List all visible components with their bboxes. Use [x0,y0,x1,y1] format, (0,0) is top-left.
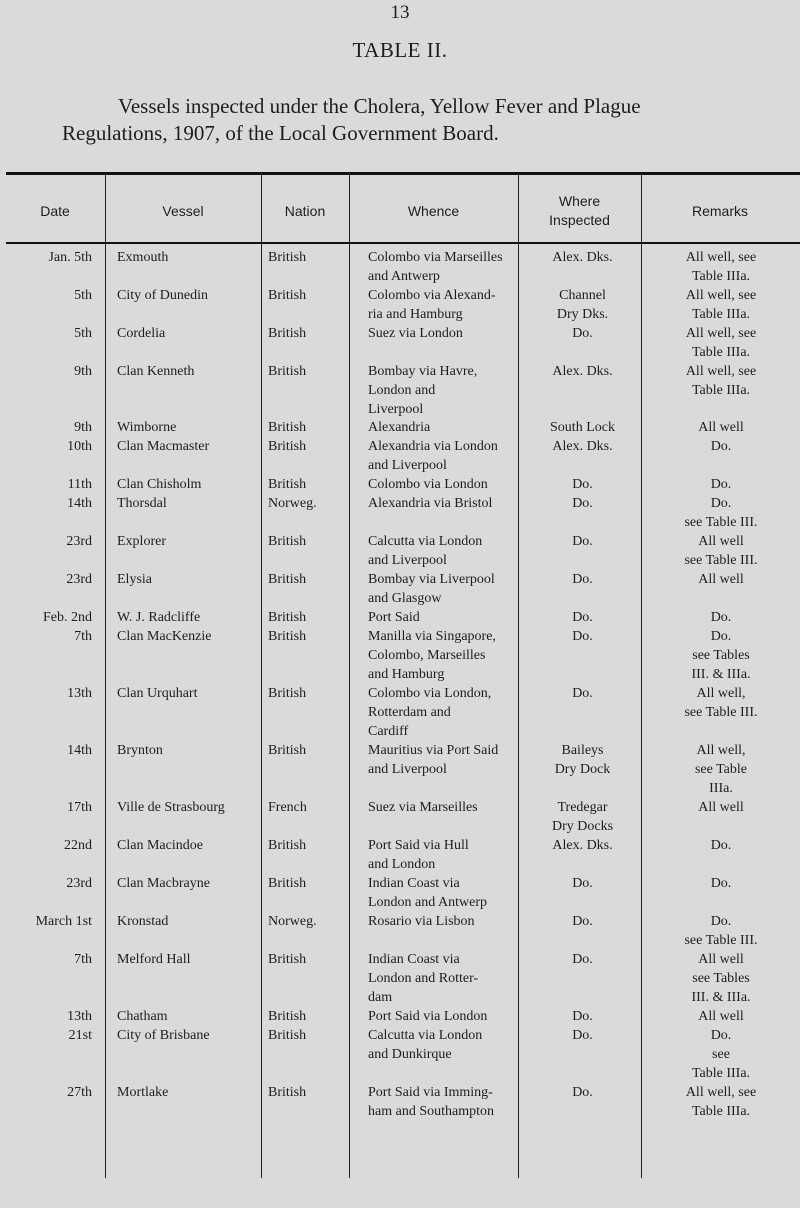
remarks-cell: Do. [710,439,732,454]
table-title: TABLE II. [352,38,448,62]
nation-cell: British [268,534,307,549]
where-inspected-cell: Do. [572,914,593,929]
where-inspected-cell: Do. [572,686,593,701]
header-nation: Nation [284,202,326,219]
remarks-cell: All well [698,420,744,435]
where-inspected-cell: Do. [572,1028,593,1043]
vessel-cell: Brynton [117,743,163,758]
whence-cell: Colombo via Marseilles and Antwerp [368,250,503,284]
date-cell: 21st [68,1028,92,1043]
nation-cell: British [268,876,307,891]
vessel-cell: Clan Kenneth [117,364,195,379]
remarks-cell: All well, see Table IIIa. [685,250,757,284]
where-inspected-cell: Do. [572,534,593,549]
date-cell: 14th [67,743,92,758]
whence-cell: Colombo via London [368,477,488,492]
date-cell: 9th [74,420,92,435]
remarks-cell: All well [698,1009,744,1024]
vessel-cell: Clan Chisholm [117,477,202,492]
where-inspected-cell: Alex. Dks. [552,838,613,853]
whence-cell: Colombo via Alexand- ria and Hamburg [368,288,496,322]
whence-cell: Indian Coast via London and Rotter- dam [368,952,479,1005]
whence-cell: Suez via Marseilles [368,800,478,815]
where-inspected-cell: Do. [572,572,593,587]
date-cell: 17th [67,800,92,815]
date-cell: 23rd [66,534,92,549]
nation-cell: British [268,629,307,644]
vessel-cell: Wimborne [117,420,177,435]
vessel-cell: W. J. Radcliffe [117,610,201,625]
vessel-cell: Cordelia [117,326,166,341]
nation-cell: British [268,420,307,435]
date-cell: 23rd [66,572,92,587]
vessel-cell: Mortlake [117,1085,169,1100]
date-cell: Jan. 5th [48,250,92,265]
remarks-cell: All well [698,572,744,587]
header-remarks: Remarks [691,202,748,219]
date-cell: 23rd [66,876,92,891]
nation-cell: British [268,288,307,303]
vessel-cell: Chatham [117,1009,168,1024]
whence-cell: Port Said [368,610,420,625]
whence-cell: Mauritius via Port Said and Liverpool [368,743,499,777]
date-cell: 22nd [64,838,92,853]
whence-cell: Manilla via Singapore, Colombo, Marseilles and Hamburg [368,629,496,682]
where-inspected-cell: Alex. Dks. [552,364,613,379]
nation-cell: British [268,952,307,967]
header-whence: Whence [407,202,460,219]
vessel-cell: Elysia [117,572,152,587]
header-where-inspected: Where Inspected [549,193,610,228]
vessel-cell: Clan Macmaster [117,439,210,454]
vessel-cell: City of Brisbane [117,1028,210,1043]
whence-cell: Alexandria [368,420,431,435]
remarks-cell: All well see Tables III. & IIIa. [691,952,751,1005]
where-inspected-cell: Do. [572,496,593,511]
nation-cell: British [268,439,307,454]
vessel-cell: Melford Hall [117,952,191,967]
date-cell: 10th [67,439,92,454]
nation-cell: British [268,1009,307,1024]
header-date: Date [40,202,70,219]
where-inspected-cell: Alex. Dks. [552,439,613,454]
date-cell: Feb. 2nd [43,610,92,625]
date-cell: 9th [74,364,92,379]
whence-cell: Indian Coast via London and Antwerp [368,876,487,910]
nation-cell: Norweg. [268,914,317,929]
remarks-cell: Do. [710,876,732,891]
remarks-cell: All well, see Table III. [684,686,758,720]
nation-cell: British [268,838,307,853]
remarks-cell: Do. [710,838,732,853]
remarks-cell: All well, see Table IIIa. [685,326,757,360]
remarks-cell: Do. see Table IIIa. [691,1028,751,1081]
whence-cell: Port Said via Imming- ham and Southampton [368,1085,494,1119]
date-cell: 27th [67,1085,92,1100]
vessel-cell: City of Dunedin [117,288,208,303]
vessel-cell: Thorsdal [117,496,167,511]
date-cell: 14th [67,496,92,511]
remarks-cell: Do. [710,610,732,625]
where-inspected-cell: Do. [572,326,593,341]
nation-cell: British [268,610,307,625]
nation-cell: Norweg. [268,496,317,511]
remarks-cell: Do. [710,477,732,492]
date-cell: 5th [74,326,92,341]
remarks-cell: Do. see Table III. [684,914,758,948]
date-cell: 5th [74,288,92,303]
vessel-cell: Ville de Strasbourg [117,800,225,815]
where-inspected-cell: Do. [572,629,593,644]
nation-cell: British [268,686,307,701]
vessel-cell: Clan MacKenzie [117,629,212,644]
where-inspected-cell: Alex. Dks. [552,250,613,265]
subtitle-line-2: Regulations, 1907, of the Local Government Board. [62,121,499,145]
whence-cell: Calcutta via London and Liverpool [368,534,483,568]
nation-cell: British [268,1085,307,1100]
remarks-cell: All well, see Table IIIa. [685,364,757,398]
nation-cell: British [268,477,307,492]
where-inspected-cell: Do. [572,610,593,625]
whence-cell: Bombay via Liverpool and Glasgow [368,572,495,606]
date-cell: 7th [74,952,92,967]
date-cell: March 1st [35,914,92,929]
whence-cell: Port Said via London [368,1009,488,1024]
date-cell: 7th [74,629,92,644]
date-cell: 11th [67,477,92,492]
where-inspected-cell: Channel Dry Dks. [556,288,609,322]
where-inspected-cell: Do. [572,477,593,492]
remarks-cell: All well see Table III. [684,534,758,568]
vessel-cell: Clan Macindoe [117,838,203,853]
vessel-cell: Clan Macbrayne [117,876,210,891]
nation-cell: French [268,800,307,815]
whence-cell: Calcutta via London and Dunkirque [368,1028,483,1062]
remarks-cell: All well, see Table IIIa. [685,288,757,322]
nation-cell: British [268,326,307,341]
vessel-cell: Explorer [117,534,166,549]
date-cell: 13th [67,686,92,701]
vessel-cell: Exmouth [117,250,169,265]
nation-cell: British [268,572,307,587]
vessel-cell: Clan Urquhart [117,686,198,701]
remarks-cell: All well [698,800,744,815]
where-inspected-cell: Baileys Dry Dock [554,743,611,777]
nation-cell: British [268,250,307,265]
remarks-cell: All well, see Table IIIa. [685,1085,757,1119]
remarks-cell: Do. see Table III. [684,496,758,530]
header-vessel: Vessel [162,202,204,219]
where-inspected-cell: Tredegar Dry Docks [551,800,614,834]
whence-cell: Suez via London [368,326,463,341]
nation-cell: British [268,1028,307,1043]
nation-cell: British [268,743,307,758]
where-inspected-cell: Do. [572,952,593,967]
whence-cell: Port Said via Hull and London [368,838,469,872]
page-number: 13 [390,2,410,23]
whence-cell: Alexandria via Bristol [368,496,493,511]
where-inspected-cell: Do. [572,1085,593,1100]
whence-cell: Colombo via London, Rotterdam and Cardiff [368,686,492,739]
date-cell: 13th [67,1009,92,1024]
whence-cell: Bombay via Havre, London and Liverpool [368,364,478,417]
subtitle-line-1: Vessels inspected under the Cholera, Yellow Fever and Plague [118,94,641,118]
vessel-cell: Kronstad [117,914,169,929]
whence-cell: Rosario via Lisbon [368,914,475,929]
where-inspected-cell: South Lock [550,420,615,435]
where-inspected-cell: Do. [572,876,593,891]
remarks-cell: All well, see Table IIIa. [694,743,747,796]
remarks-cell: Do. see Tables III. & IIIa. [691,629,751,682]
whence-cell: Alexandria via London and Liverpool [368,439,498,473]
nation-cell: British [268,364,307,379]
where-inspected-cell: Do. [572,1009,593,1024]
